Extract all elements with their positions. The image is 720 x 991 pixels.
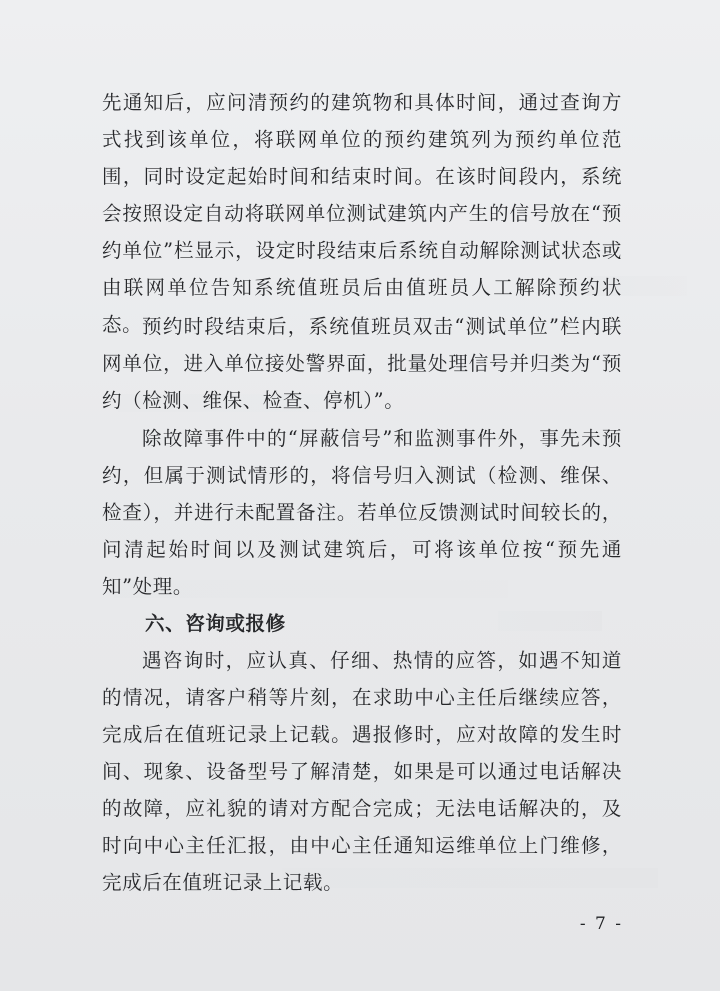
page-number: - 7 -: [579, 914, 623, 934]
section-heading: 六、咨询或报修: [145, 612, 286, 635]
procedure-paragraph-3: 除故障事件中的“屏蔽信号”和监测事件外，事先未预约，但属于测试情形的，将信号归入测试（检测、维保、检查），并进行未配置备注。若单位反馈测试时间较长的，问清起始时间以及测试建筑后，可将该单位按“预先通知”处理。: [102, 427, 622, 598]
procedure-paragraph-1: 先通知后，应问清预约的建筑物和具体时间，通过查询方式找到该单位，将联网单位的预约建筑列为预约单位范围，同时设定起始时间和结束时间。在该时间段内，系统会按照设定自动将联网单位测试建筑内产生的信号放在“预约单位”栏显示，设定时段结束后系统自动解除测试状态或由联网单位告知系统值班员后由值班员人工解除预约状态。: [102, 91, 622, 336]
show-through-mark: [498, 611, 602, 631]
consultation-repair-paragraph: 遇咨询时，应认真、仔细、热情的应答，如遇不知道的情况，请客户稍等片刻，在求助中心主任后继续应答，完成后在值班记录上记载。遇报修时，应对故障的发生时间、现象、设备型号了解清楚，如果是可以通过电话解决的故障，应礼貌的请对方配合完成；无法电话解决的，及时向中心主任汇报，由中心主任通知运维单位上门维修，完成后在值班记录上记载。: [102, 649, 622, 894]
procedure-paragraph-2: 预约时段结束后，系统值班员双击“测试单位”栏内联网单位，进入单位接处警界面，批量处理信号并归类为“预约（检测、维保、检查、停机）”。: [102, 315, 622, 412]
